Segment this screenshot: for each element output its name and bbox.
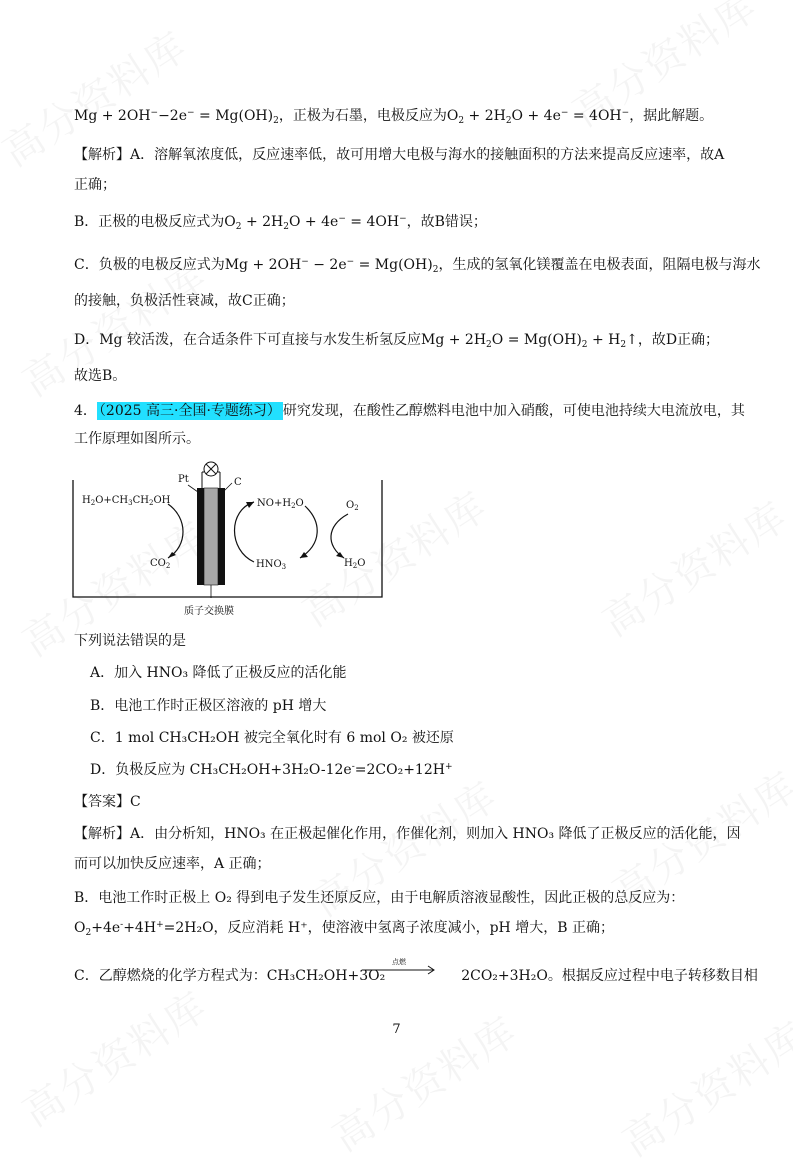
question-prompt: 下列说法错误的是 (74, 633, 186, 649)
c-electrode (218, 488, 225, 585)
watermark (590, 486, 793, 648)
text: A．溶解氧浓度低，反应速率低，故可用增大电极与海水的接触面积的方法来提高反应速率，故A (130, 147, 725, 163)
text: ，正极为石墨，电极反应为 (278, 108, 447, 124)
reaction-arrow (168, 504, 183, 558)
reaction-arrow (235, 502, 255, 562)
analysis-a: 【解析】A．由分析知，HNO₃ 在正极起催化作用，作催化剂，则加入 HNO₃ 降低了正极反应的活化能，因 (74, 826, 741, 842)
equation: $Mg + 2OH^--2e^- = Mg(OH)_2$ (74, 108, 279, 126)
proton-exchange-membrane (204, 488, 218, 585)
label-o2: $O_2$ (346, 500, 359, 512)
text: 2CO₂+3H₂O。根据反应过程中电子转移数目相 (461, 968, 758, 984)
text: ，据此解题。 (629, 108, 714, 124)
watermark (10, 976, 217, 1138)
label-no-water: $NO+H_2O$ (257, 498, 304, 510)
equation: $O_2 + 2H_2O + 4e^- = 4OH^-$ (224, 214, 407, 232)
text: C．乙醇燃烧的化学方程式为：CH₃CH₂OH+3O₂ (74, 968, 386, 984)
text: 正确； (74, 177, 116, 193)
text: C．负极的电极反应式为 (74, 257, 225, 273)
analysis-label: 【解析】 (74, 147, 130, 163)
text: ，故D正确； (637, 332, 720, 348)
reaction-arrow (300, 506, 317, 558)
analysis-b-line2 (74, 919, 614, 937)
analysis-c (74, 256, 760, 274)
option-c[interactable]: C．1 mol CH₃CH₂OH 被完全氧化时有 6 mol O₂ 被还原 (90, 730, 454, 746)
page-number: 7 (392, 1022, 401, 1037)
label-co2: $CO_2$ (150, 558, 171, 570)
reaction-arrow (331, 514, 348, 558)
text: ，生成的氢氧化镁覆盖在电极表面，阻隔电极与海水 (438, 257, 761, 273)
text: 工作原理如图所示。 (74, 431, 200, 447)
equation: $O_2+4e^-+4H^+$ (74, 920, 164, 938)
analysis-b (74, 213, 487, 231)
label-h2o: $H_2O$ (344, 558, 366, 570)
label-pt: Pt (178, 474, 189, 485)
label-c: C (234, 477, 242, 488)
text: 的接触，负极活性衰减，故C正确； (74, 293, 295, 309)
question-stem (74, 402, 745, 420)
option-a[interactable]: A．加入 HNO₃ 降低了正极反应的活化能 (90, 665, 347, 681)
text: =2H₂O，反应消耗 H⁺，使溶液中氢离子浓度减小，pH 增大，B 正确； (163, 920, 614, 936)
equation: $Mg + 2H_2O = Mg(OH)_2$ + $H_2↑$ (420, 332, 638, 350)
source-tag[interactable]: （2025 高三·全国·专题练习） (98, 403, 281, 419)
pt-electrode (197, 488, 204, 585)
label-hno3: $HNO_3$ (256, 559, 287, 571)
header-reaction-line (74, 107, 713, 125)
equation: $Mg + 2OH^- - 2e^- = Mg(OH)_2$ (224, 257, 439, 275)
reaction-arrow (362, 965, 438, 975)
equation: $O_2 + 2H_2O + 4e^- = 4OH^-$ (446, 108, 630, 126)
fuel-cell-diagram (60, 458, 390, 630)
analysis-a (74, 146, 724, 164)
text: ，故B错误； (406, 214, 487, 230)
analysis-d (74, 331, 719, 349)
analysis-b: B．电池工作时正极上 O₂ 得到电子发生还原反应，由于电解质溶液显酸性，因此正极的总反应为： (74, 890, 685, 906)
text: D．负极反应为 CH₃CH₂OH+3H₂O-12e (90, 762, 352, 778)
arrow-label: 点燃 (392, 958, 406, 966)
text: D．Mg 较活泼，在合适条件下可直接与水发生析氢反应 (74, 332, 421, 348)
text: 而可以加快反应速率，A 正确； (74, 856, 271, 872)
label-ethanol-water: $H_2O+CH_3CH_2OH$ (82, 495, 171, 507)
text: =2CO₂+12H (354, 762, 445, 778)
question-number: 4． (74, 403, 97, 419)
text: 故选B。 (74, 368, 127, 384)
text: 研究发现，在酸性乙醇燃料电池中加入硝酸，可使电池持续大电流放电，其 (282, 403, 745, 419)
option-b[interactable]: B．电池工作时正极区溶液的 pH 增大 (90, 698, 327, 714)
option-d[interactable]: D．负极反应为 CH₃CH₂OH+3H₂O-12e-=2CO₂+12H+ (90, 762, 453, 778)
label-membrane: 质子交换膜 (184, 606, 234, 617)
text: B．正极的电极反应式为 (74, 214, 225, 230)
answer: 【答案】C (74, 794, 141, 810)
